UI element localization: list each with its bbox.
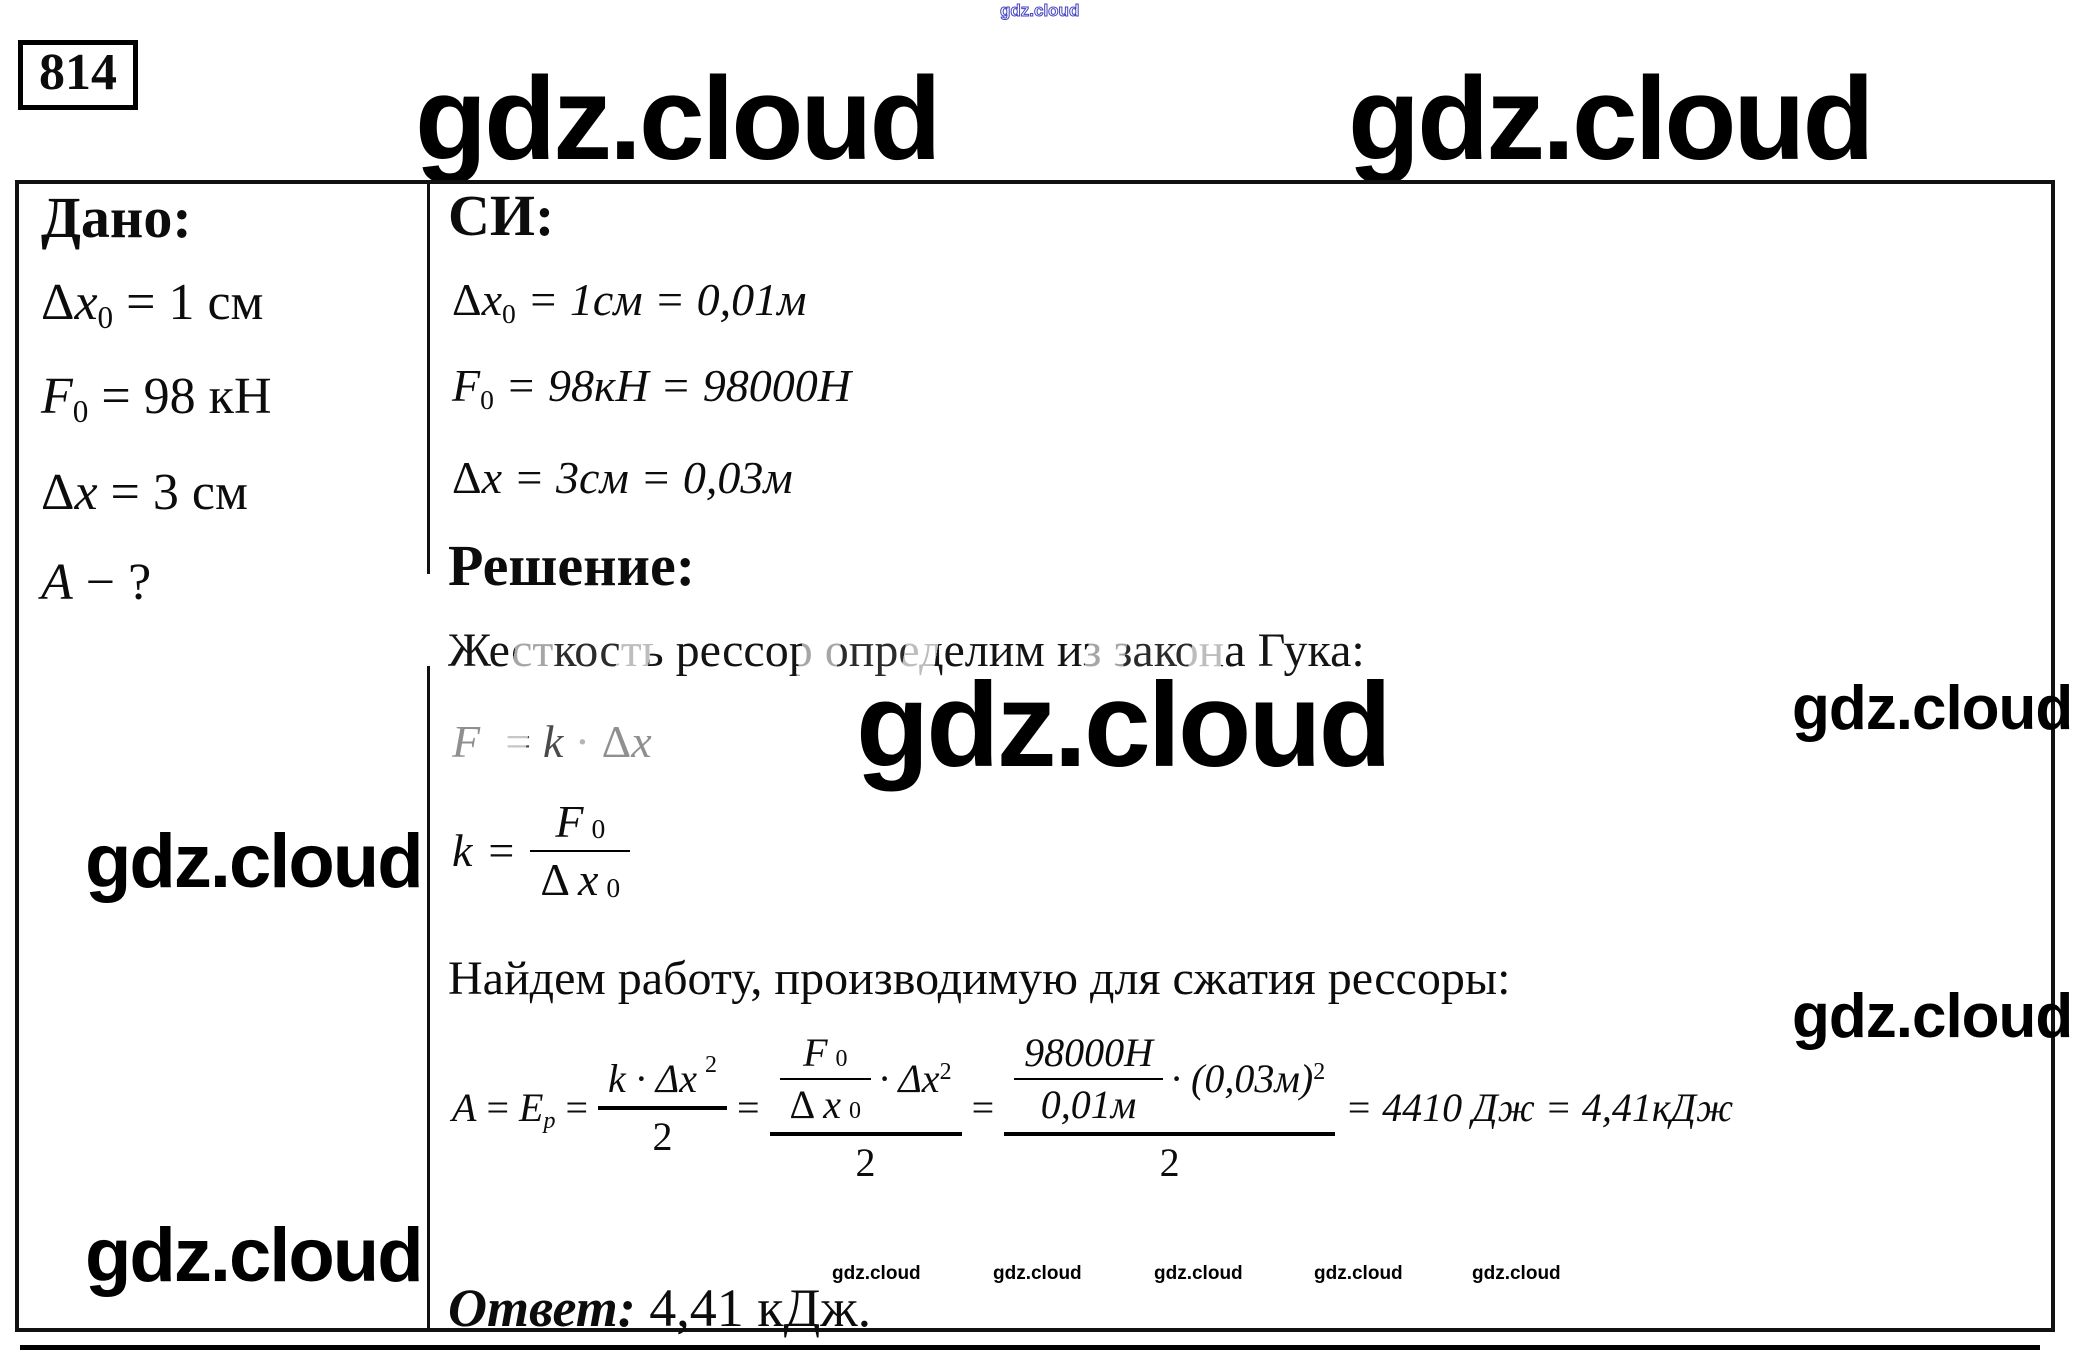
- hooke-law-formula: [452, 716, 666, 771]
- watermark-top-blue: gdz.cloud: [1000, 1, 1080, 20]
- symbol-prefix: Δ: [41, 464, 75, 521]
- hooke-law-sentence: Жесткость рессор определим из закона Гука:: [448, 624, 1365, 677]
- given-row: [41, 368, 272, 429]
- value: = 1см = 0,01м: [515, 274, 807, 325]
- stiffness-formula: [452, 798, 630, 905]
- watermark-top-left: gdz.cloud: [415, 53, 939, 185]
- value: = 98 кН: [88, 368, 272, 425]
- symbol: F: [452, 360, 481, 411]
- fraction: [770, 1032, 962, 1184]
- fraction-bar: [1004, 1132, 1335, 1136]
- watermark-small: gdz.cloud: [1472, 1263, 1561, 1284]
- given-row: [41, 466, 248, 521]
- numerator-rest: · Δx: [879, 1056, 940, 1101]
- stiffness-symbol: k: [452, 825, 473, 877]
- given-title: Дано:: [41, 185, 192, 250]
- denominator: 2: [652, 1114, 673, 1159]
- work-formula: [452, 1032, 1733, 1184]
- energy-symbol: E: [519, 1085, 544, 1130]
- force-subscript: 0: [835, 1046, 848, 1073]
- fraction-bar: [770, 1132, 962, 1136]
- work-symbol: A: [452, 1085, 477, 1130]
- delta: Δ: [789, 1082, 816, 1127]
- given-row: [41, 274, 264, 335]
- displacement-value: 0,01м: [1040, 1082, 1137, 1127]
- fraction: [598, 1052, 727, 1159]
- watermark-small: gdz.cloud: [832, 1263, 921, 1284]
- value: = 1 см: [113, 274, 264, 331]
- displacement-subscript: 0: [651, 739, 666, 771]
- equals: =: [565, 1085, 588, 1130]
- symbol-subscript: 0: [480, 383, 494, 415]
- si-row: [452, 360, 851, 415]
- force-subscript: 0: [480, 739, 494, 771]
- watermark-top-right: gdz.cloud: [1348, 53, 1872, 185]
- symbol-prefix: Δ: [452, 274, 482, 325]
- solution-title: Решение:: [448, 533, 696, 598]
- watermark-mid-left: gdz.cloud: [85, 819, 422, 904]
- equals: =: [971, 1085, 995, 1130]
- denominator: 2: [855, 1140, 876, 1185]
- si-title: СИ:: [448, 183, 555, 248]
- watermark-bottom-left: gdz.cloud: [85, 1213, 422, 1298]
- symbol: x: [74, 464, 98, 521]
- fraction-bar: [530, 850, 630, 852]
- inner-fraction: [780, 1032, 872, 1126]
- given-column: [19, 184, 430, 1328]
- equals: =: [486, 1085, 509, 1130]
- symbol: x: [481, 274, 503, 325]
- symbol-subscript: 0: [72, 393, 89, 429]
- watermark-right-lower: gdz.cloud: [1792, 982, 2073, 1051]
- multiply-dot: ·: [563, 716, 602, 767]
- value: = 98кН = 98000Н: [493, 360, 851, 411]
- equals: =: [488, 825, 515, 877]
- watermark-center: gdz.cloud: [856, 658, 1389, 792]
- value: = 3 см: [97, 464, 248, 521]
- numerator-rest: · (0,03м): [1171, 1056, 1314, 1101]
- equals: =: [493, 716, 543, 767]
- displacement-symbol: x: [577, 854, 599, 906]
- answer-line: [448, 1280, 871, 1337]
- symbol: F: [41, 368, 73, 425]
- exponent: 2: [1313, 1058, 1326, 1085]
- force-subscript: 0: [591, 813, 606, 845]
- exponent: 2: [704, 1052, 717, 1079]
- si-row: [452, 454, 793, 502]
- denominator: 2: [1159, 1140, 1180, 1185]
- delta: Δ: [540, 854, 570, 906]
- fraction: [1004, 1032, 1335, 1184]
- force-symbol: F: [555, 796, 584, 847]
- energy-subscript: p: [543, 1107, 556, 1134]
- force-symbol: F: [452, 716, 481, 767]
- bottom-rule: [20, 1345, 2040, 1350]
- symbol-subscript: 0: [97, 299, 114, 335]
- symbol-prefix: Δ: [41, 274, 75, 331]
- watermark-small: gdz.cloud: [1314, 1263, 1403, 1284]
- fraction: [530, 798, 630, 905]
- watermark-right-upper: gdz.cloud: [1792, 674, 2073, 743]
- watermark-small: gdz.cloud: [1154, 1263, 1243, 1284]
- inner-fraction: [1014, 1032, 1163, 1126]
- fraction-bar: [598, 1106, 727, 1110]
- symbol-prefix: Δ: [452, 452, 482, 503]
- symbol-subscript: 0: [502, 297, 516, 329]
- symbol: x: [481, 452, 503, 503]
- value: − ?: [72, 554, 152, 611]
- numerator: k · Δx: [608, 1056, 697, 1101]
- value: = 3см = 0,03м: [502, 452, 793, 503]
- displacement-symbol: x: [823, 1082, 842, 1127]
- fraction-bar: [780, 1078, 872, 1080]
- force-symbol: F: [803, 1030, 828, 1075]
- watermark-small: gdz.cloud: [993, 1263, 1082, 1284]
- answer-value: 4,41 кДж.: [635, 1278, 872, 1338]
- problem-number-badge: [18, 40, 138, 110]
- exponent: 2: [939, 1058, 952, 1085]
- symbol: A: [41, 554, 73, 611]
- displacement-subscript: 0: [606, 871, 621, 903]
- force-value: 98000Н: [1024, 1030, 1154, 1075]
- given-row: [41, 556, 151, 611]
- stiffness-symbol: k: [542, 716, 564, 767]
- si-row: [452, 274, 807, 329]
- fraction-bar: [1014, 1078, 1163, 1080]
- result-value: = 4410 Дж = 4,41кДж: [1345, 1085, 1734, 1130]
- equals: =: [736, 1085, 760, 1130]
- delta: Δ: [601, 716, 632, 767]
- symbol: x: [74, 274, 98, 331]
- answer-label: Ответ:: [448, 1278, 636, 1338]
- problem-number: 814: [39, 44, 117, 101]
- work-sentence: Найдем работу, производимую для сжатия рессоры:: [448, 952, 1511, 1005]
- displacement-subscript: 0: [849, 1098, 862, 1125]
- displacement-symbol: x: [631, 716, 652, 767]
